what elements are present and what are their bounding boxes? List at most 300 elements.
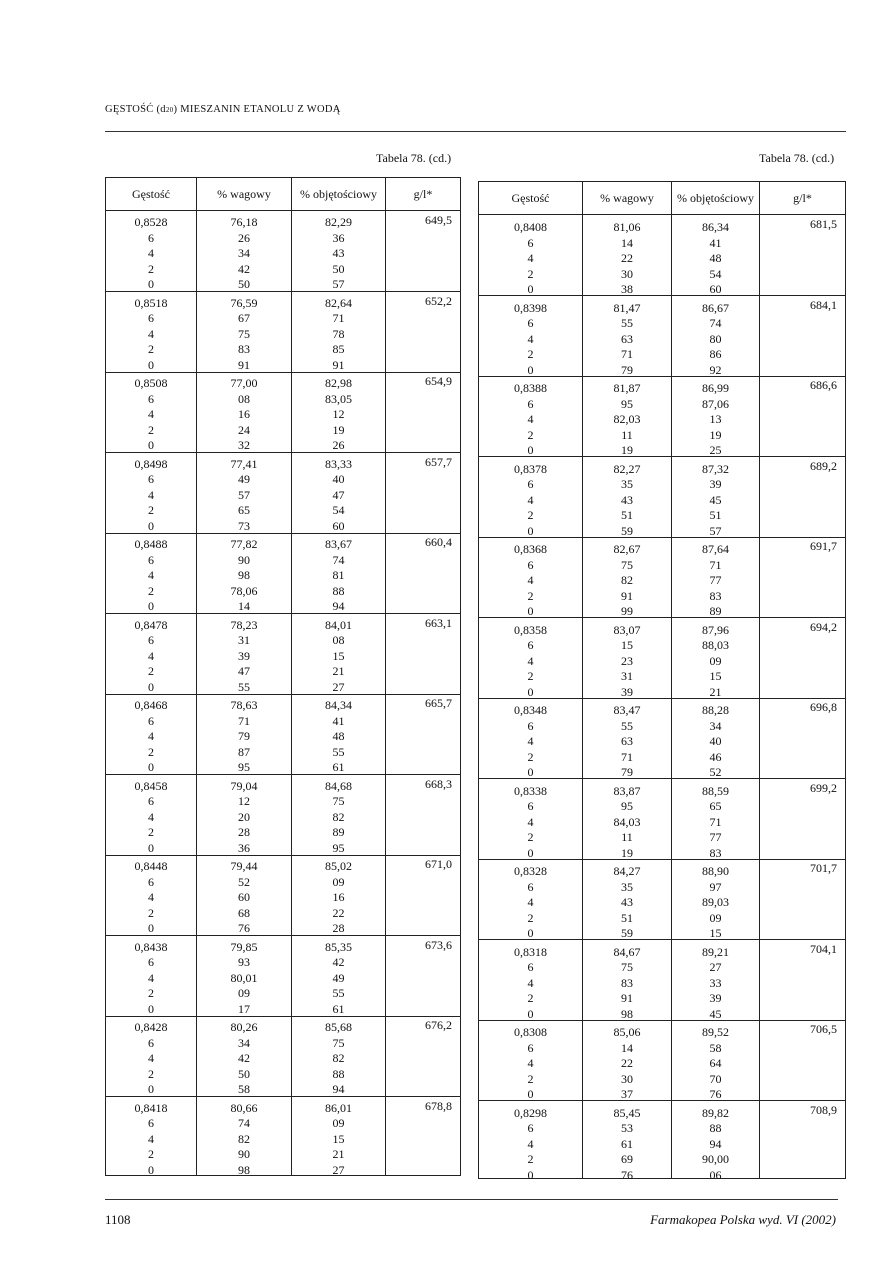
table-cell: 82 — [332, 1051, 345, 1065]
table-cell: 61 — [621, 1136, 633, 1151]
table-cell: 82,67 — [613, 542, 641, 556]
table-cell: 2 — [527, 830, 534, 844]
header-title-part: ) MIESZANIN ETANOLU Z WODĄ — [173, 104, 341, 115]
table-cell: 681,5 — [810, 217, 837, 231]
table-cell: 50 — [238, 1066, 250, 1081]
table-cell: 2 — [527, 991, 534, 1005]
table-cell: 4 — [148, 326, 154, 341]
table-cell: 65 — [709, 799, 722, 813]
table-cell: 79,85 — [230, 939, 258, 954]
table-cell: 76,18 — [230, 215, 258, 229]
row-group — [760, 376, 845, 457]
table-cell: 0,8418 — [134, 1100, 168, 1115]
table-cell: 39 — [621, 684, 633, 699]
row-group — [106, 533, 196, 614]
table-cell: 71 — [238, 713, 250, 728]
table-cell: 22 — [621, 251, 633, 265]
table-cell: 39 — [238, 648, 250, 663]
table-cell: 83,67 — [325, 537, 352, 551]
table-cell: 78,23 — [230, 617, 258, 632]
volume-percent-column — [292, 178, 386, 1175]
table-cell: 89,03 — [702, 895, 729, 909]
table-cell: 708,9 — [810, 1102, 837, 1117]
row-group — [106, 1016, 196, 1097]
table-cell: 39 — [709, 477, 722, 491]
table-cell: 4 — [148, 729, 154, 743]
table-cell: 649,5 — [425, 213, 452, 227]
table-cell: 79,44 — [230, 859, 258, 873]
table-cell: 0,8478 — [134, 617, 168, 632]
table-cell: 652,2 — [425, 293, 452, 308]
table-cell: 31 — [238, 633, 250, 647]
row-group — [386, 453, 460, 534]
row-group — [672, 1101, 759, 1182]
weight-percent-column — [583, 182, 672, 1182]
table-cell: 98 — [238, 568, 250, 582]
table-cell: 34 — [709, 718, 722, 733]
row-group — [479, 537, 582, 618]
table-cell: 86,99 — [702, 381, 729, 395]
column-header: % objętościowy — [672, 182, 759, 215]
table-cell: 71 — [621, 347, 633, 361]
table-cell: 0 — [148, 1082, 154, 1096]
table-cell: 4 — [148, 568, 154, 582]
table-cell: 684,1 — [810, 297, 837, 312]
table-cell: 64 — [709, 1056, 722, 1070]
row-group — [197, 775, 291, 856]
row-group — [106, 453, 196, 534]
table-cell: 81 — [332, 568, 345, 582]
table-cell: 19 — [332, 422, 345, 437]
row-group — [583, 1101, 671, 1182]
table-cell: 6 — [527, 1121, 534, 1135]
table-cell: 2 — [148, 1066, 154, 1081]
page-header — [105, 104, 341, 115]
table-cell: 0 — [527, 1006, 534, 1021]
table-cell: 6 — [148, 472, 154, 486]
header-rule — [105, 131, 846, 132]
table-cell: 0 — [527, 845, 534, 860]
table-cell: 11 — [621, 830, 633, 844]
table-cell: 6 — [527, 316, 534, 330]
table-cell: 85,45 — [613, 1105, 641, 1120]
table-cell: 12 — [332, 407, 345, 421]
table-cell: 47 — [238, 664, 250, 678]
table-cell: 21 — [332, 1147, 345, 1161]
table-cell: 15 — [621, 638, 633, 652]
table-cell: 14 — [621, 235, 633, 250]
table-cell: 2 — [148, 825, 154, 839]
table-cell: 85,02 — [325, 859, 352, 873]
row-group — [292, 936, 385, 1017]
table-cell: 80,26 — [230, 1020, 258, 1034]
table-cell: 83,07 — [613, 622, 641, 637]
row-group — [479, 376, 582, 457]
table-cell: 82,64 — [325, 295, 352, 310]
table-cell: 91 — [332, 357, 345, 372]
table-cell: 0 — [527, 523, 534, 538]
row-group — [760, 859, 845, 940]
table-cell: 26 — [332, 438, 345, 452]
table-cell: 21 — [332, 664, 345, 678]
table-cell: 58 — [709, 1040, 722, 1055]
table-cell: 09 — [709, 653, 722, 668]
table-cell: 09 — [709, 910, 722, 925]
table-cell: 73 — [238, 518, 250, 533]
table-cell: 77,00 — [230, 376, 258, 390]
table-cell: 60 — [332, 518, 345, 533]
row-group — [197, 372, 291, 453]
table-cell: 83 — [621, 975, 633, 990]
table-cell: 6 — [527, 235, 534, 250]
table-cell: 89,21 — [702, 944, 729, 959]
table-cell: 82,98 — [325, 376, 352, 390]
table-cell: 0,8398 — [514, 300, 547, 315]
table-cell: 21 — [709, 684, 722, 699]
table-cell: 42 — [238, 1051, 250, 1065]
table-cell: 50 — [238, 277, 250, 291]
table-cell: 85 — [332, 342, 345, 356]
table-cell: 2 — [527, 508, 534, 522]
table-cell: 91 — [238, 357, 250, 372]
table-cell: 35 — [621, 879, 633, 894]
row-group — [292, 775, 385, 856]
row-group — [672, 296, 759, 377]
table-cell: 94 — [332, 599, 345, 613]
table-cell: 86 — [709, 347, 722, 361]
table-cell: 30 — [621, 1071, 633, 1086]
table-cell: 55 — [621, 316, 633, 330]
table-cell: 86,67 — [702, 300, 729, 315]
table-cell: 2 — [148, 744, 154, 759]
table-cell: 41 — [332, 713, 345, 728]
table-cell: 84,67 — [613, 944, 641, 959]
table-cell: 686,6 — [810, 378, 837, 392]
table-cell: 76 — [621, 1167, 633, 1182]
table-cell: 92 — [709, 362, 722, 377]
row-group — [292, 533, 385, 614]
table-cell: 84,34 — [325, 698, 352, 712]
table-cell: 28 — [332, 921, 345, 935]
table-cell: 49 — [332, 970, 345, 985]
row-group — [197, 855, 291, 936]
table-cell: 654,9 — [425, 374, 452, 388]
table-cell: 55 — [332, 986, 345, 1000]
density-table-right — [478, 181, 846, 1182]
table-cell: 4 — [527, 412, 534, 426]
table-cell: 19 — [621, 443, 633, 457]
table-cell: 42 — [332, 955, 345, 969]
table-cell: 4 — [527, 492, 534, 507]
table-cell: 83 — [709, 588, 722, 603]
table-cell: 36 — [332, 230, 345, 245]
table-cell: 59 — [621, 926, 633, 940]
table-cell: 67 — [238, 311, 250, 325]
table-cell: 81,47 — [613, 300, 641, 315]
table-cell: 2 — [527, 266, 534, 281]
row-group — [479, 698, 582, 779]
table-cell: 95 — [332, 840, 345, 855]
table-cell: 0,8508 — [134, 376, 168, 390]
table-cell: 691,7 — [810, 539, 837, 553]
table-cell: 0,8498 — [134, 456, 168, 471]
table-cell: 0,8378 — [514, 461, 547, 476]
table-cell: 0,8438 — [134, 939, 168, 954]
table-cell: 4 — [148, 809, 154, 824]
table-cell: 54 — [709, 266, 722, 281]
table-cell: 6 — [148, 552, 154, 567]
table-cell: 2 — [527, 669, 534, 683]
table-cell: 57 — [332, 277, 345, 291]
row-group — [760, 698, 845, 779]
table-cell: 89 — [709, 604, 722, 618]
table-cell: 09 — [332, 874, 345, 889]
page-number: 1108 — [105, 1212, 131, 1227]
row-group — [583, 376, 671, 457]
table-cell: 2 — [527, 1071, 534, 1086]
row-group — [386, 533, 460, 614]
table-cell: 36 — [238, 840, 250, 855]
table-cell: 15 — [332, 648, 345, 663]
table-cell: 87 — [238, 744, 250, 759]
column-header: Gęstość — [106, 178, 196, 211]
row-group — [292, 211, 385, 292]
row-group — [106, 1097, 196, 1178]
table-cell: 0 — [527, 1087, 534, 1101]
row-group — [106, 936, 196, 1017]
row-group — [197, 1097, 291, 1178]
table-cell: 24 — [238, 422, 250, 437]
table-cell: 2 — [148, 664, 154, 678]
table-cell: 71 — [709, 557, 722, 572]
column-header: % wagowy — [583, 182, 671, 215]
table-cell: 6 — [527, 1040, 534, 1055]
row-group — [386, 936, 460, 1017]
table-cell: 49 — [238, 472, 250, 486]
table-cell: 40 — [332, 472, 345, 486]
table-cell: 2 — [148, 422, 154, 437]
table-cell: 2 — [527, 910, 534, 925]
table-cell: 51 — [621, 508, 633, 522]
row-group — [386, 775, 460, 856]
row-group — [292, 614, 385, 695]
table-cell: 55 — [621, 718, 633, 733]
table-cell: 80 — [709, 331, 722, 346]
table-cell: 16 — [332, 890, 345, 904]
table-caption-left: Tabela 78. (cd.) — [376, 151, 452, 165]
table-cell: 76 — [238, 921, 250, 935]
table-cell: 0,8348 — [514, 703, 547, 717]
table-cell: 13 — [709, 412, 722, 426]
column-header: g/l* — [760, 182, 845, 215]
row-group — [386, 614, 460, 695]
table-cell: 65 — [238, 503, 250, 517]
column-header: g/l* — [386, 178, 460, 211]
table-cell: 84,27 — [613, 864, 641, 878]
table-cell: 57 — [238, 487, 250, 502]
table-cell: 28 — [238, 825, 250, 839]
table-cell: 4 — [527, 573, 534, 587]
table-cell: 0 — [148, 679, 154, 694]
table-cell: 4 — [527, 1056, 534, 1070]
row-group — [197, 533, 291, 614]
table-cell: 85,35 — [325, 939, 352, 954]
table-cell: 0,8408 — [514, 220, 547, 234]
row-group — [106, 694, 196, 775]
table-cell: 95 — [621, 396, 633, 411]
table-cell: 14 — [621, 1040, 633, 1055]
table-cell: 79 — [621, 765, 633, 779]
table-cell: 0 — [148, 840, 154, 855]
row-group — [672, 618, 759, 699]
column-header: Gęstość — [479, 182, 582, 215]
table-cell: 6 — [148, 955, 154, 969]
row-group — [386, 292, 460, 373]
table-cell: 6 — [148, 874, 154, 889]
table-cell: 51 — [621, 910, 633, 925]
row-group — [292, 1016, 385, 1097]
table-cell: 4 — [527, 814, 534, 829]
table-cell: 42 — [238, 261, 250, 276]
table-cell: 61 — [332, 1001, 345, 1016]
table-cell: 50 — [332, 261, 345, 276]
table-cell: 0 — [148, 921, 154, 935]
table-cell: 78,06 — [230, 583, 258, 598]
table-cell: 48 — [332, 729, 345, 743]
row-group — [760, 296, 845, 377]
table-cell: 53 — [621, 1121, 633, 1135]
table-cell: 4 — [148, 407, 154, 421]
table-cell: 0 — [527, 765, 534, 779]
table-cell: 23 — [621, 653, 633, 668]
table-cell: 33 — [709, 975, 722, 990]
table-cell: 57 — [709, 523, 722, 538]
table-cell: 85,06 — [613, 1025, 641, 1039]
row-group — [760, 1020, 845, 1101]
row-group — [106, 775, 196, 856]
table-cell: 0,8358 — [514, 622, 547, 637]
table-cell: 25 — [709, 443, 722, 457]
table-cell: 55 — [238, 679, 250, 694]
row-group — [583, 698, 671, 779]
table-cell: 77,41 — [230, 456, 258, 471]
row-group — [386, 211, 460, 292]
table-cell: 20 — [238, 809, 250, 824]
table-cell: 701,7 — [810, 861, 837, 875]
row-group — [197, 211, 291, 292]
table-cell: 30 — [621, 266, 633, 281]
density-column — [479, 182, 583, 1182]
table-cell: 0,8468 — [134, 698, 168, 712]
table-cell: 0,8338 — [514, 783, 547, 798]
table-cell: 54 — [332, 503, 345, 517]
table-cell: 78 — [332, 326, 345, 341]
row-group — [479, 1020, 582, 1101]
table-cell: 91 — [621, 991, 633, 1005]
table-cell: 85,68 — [325, 1020, 352, 1034]
table-cell: 0 — [148, 357, 154, 372]
table-cell: 0 — [148, 760, 154, 774]
table-cell: 694,2 — [810, 619, 837, 634]
table-cell: 83 — [709, 845, 722, 860]
table-cell: 43 — [332, 246, 345, 260]
table-cell: 32 — [238, 438, 250, 452]
table-cell: 34 — [238, 246, 250, 260]
table-cell: 95 — [238, 760, 250, 774]
table-cell: 22 — [332, 905, 345, 920]
table-cell: 79 — [238, 729, 250, 743]
table-cell: 0,8448 — [134, 859, 168, 873]
table-cell: 15 — [332, 1131, 345, 1146]
row-group — [479, 1101, 582, 1182]
table-cell: 0,8428 — [134, 1020, 168, 1034]
table-cell: 2 — [148, 261, 154, 276]
row-group — [760, 215, 845, 296]
table-cell: 90,00 — [702, 1152, 729, 1166]
table-cell: 08 — [332, 633, 345, 647]
grams-per-litre-column — [386, 178, 460, 1175]
table-cell: 0 — [527, 604, 534, 618]
table-cell: 78,63 — [230, 698, 258, 712]
table-cell: 86,01 — [325, 1100, 352, 1115]
table-cell: 88 — [709, 1121, 722, 1135]
table-cell: 696,8 — [810, 700, 837, 714]
table-cell: 83 — [238, 342, 250, 356]
table-cell: 15 — [709, 669, 722, 683]
table-cell: 82,29 — [325, 215, 352, 229]
row-group — [760, 1101, 845, 1182]
table-cell: 676,2 — [425, 1018, 452, 1032]
table-cell: 6 — [148, 794, 154, 808]
row-group — [479, 859, 582, 940]
row-group — [197, 694, 291, 775]
table-cell: 678,8 — [425, 1098, 452, 1113]
source-citation: Farmakopea Polska wyd. VI (2002) — [650, 1212, 836, 1227]
row-group — [386, 855, 460, 936]
row-group — [672, 215, 759, 296]
table-cell: 70 — [709, 1071, 722, 1086]
table-cell: 98 — [238, 1162, 250, 1177]
table-cell: 6 — [527, 557, 534, 572]
table-caption-right: Tabela 78. (cd.) — [759, 151, 835, 165]
row-group — [583, 859, 671, 940]
table-cell: 0,8368 — [514, 542, 547, 556]
table-cell: 63 — [621, 734, 633, 748]
table-cell: 88,28 — [702, 703, 729, 717]
row-group — [583, 537, 671, 618]
row-group — [386, 1097, 460, 1178]
table-cell: 4 — [527, 251, 534, 265]
row-group — [479, 457, 582, 538]
table-cell: 83,33 — [325, 456, 352, 471]
table-cell: 0 — [148, 438, 154, 452]
table-cell: 0,8458 — [134, 778, 168, 793]
table-cell: 4 — [527, 734, 534, 748]
volume-percent-column — [672, 182, 760, 1182]
table-cell: 0,8298 — [514, 1105, 547, 1120]
table-cell: 41 — [709, 235, 722, 250]
table-cell: 4 — [527, 653, 534, 668]
table-cell: 668,3 — [425, 776, 452, 791]
row-group — [386, 372, 460, 453]
table-cell: 48 — [709, 251, 722, 265]
header-title-part: GĘSTOŚĆ (d — [105, 104, 166, 115]
table-cell: 2 — [148, 905, 154, 920]
table-cell: 39 — [709, 991, 722, 1005]
table-cell: 60 — [709, 282, 722, 296]
table-cell: 75 — [238, 326, 250, 341]
row-group — [760, 618, 845, 699]
